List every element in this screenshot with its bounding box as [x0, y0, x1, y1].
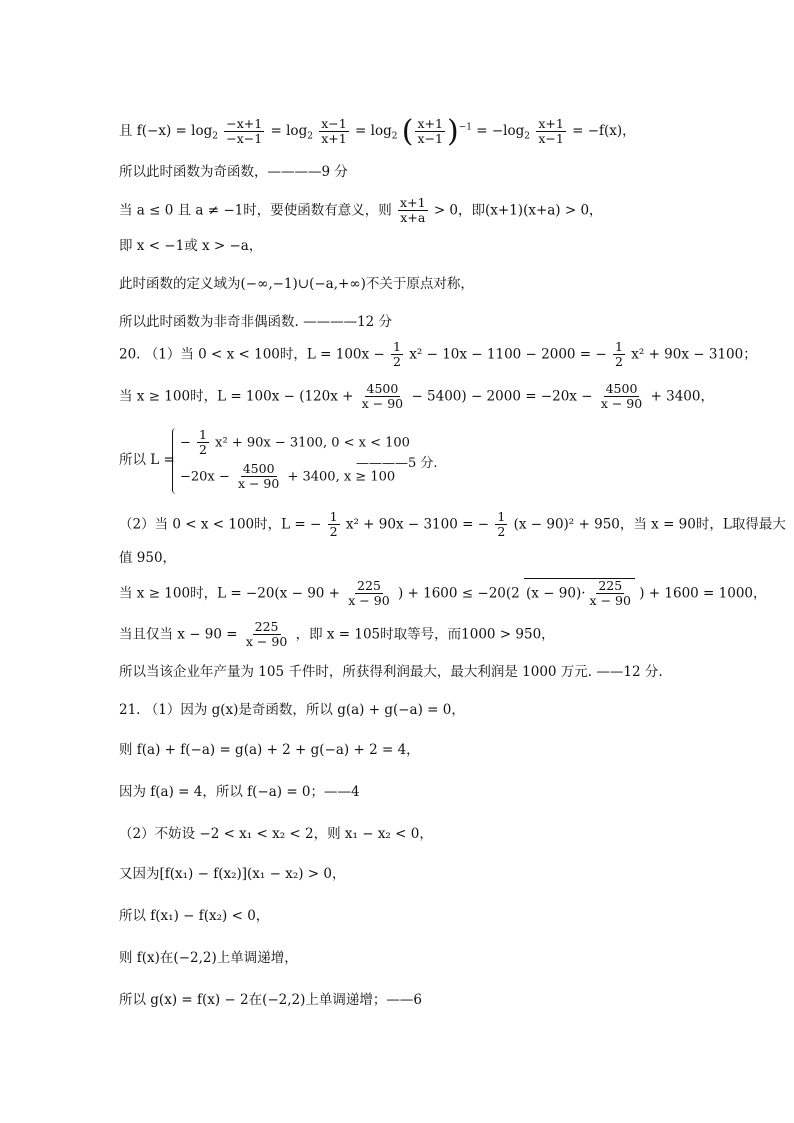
text-line-17: 因为 f(a) = 4，所以 f(−a) = 0；——4 — [119, 784, 360, 800]
text-line-4: 即 x < −1或 x > −a， — [119, 238, 263, 254]
text-line-20: 所以 f(x₁) − f(x₂) < 0， — [119, 908, 270, 924]
text-line-3: 当 a ≤ 0 且 a ≠ −1时，要使函数有意义，则 $\frac{x+1}{x+a}$ > 0，即(x+1)(x+a) > 0， — [119, 195, 603, 226]
text-line-5: 此时函数的定义域为(−∞,−1)∪(−a,+∞)不关于原点对称， — [119, 276, 474, 292]
text-line-2: 所以此时函数为奇函数，————9 分 — [119, 164, 348, 180]
score-note: ————5 分. — [356, 456, 438, 471]
fraction: $\frac{1}{2}$ — [199, 427, 207, 458]
fraction: $\frac{4500}{x - 90}$ — [237, 461, 280, 492]
fraction: $\frac{x+1}{x-1}$ — [417, 115, 443, 146]
square-root: (x − 90)· $\frac{225}{x - 90}$ — [524, 578, 635, 609]
text-line-18: （2）不妨设 −2 < x₁ < x₂ < 2，则 x₁ − x₂ < 0， — [119, 826, 433, 842]
text-line-12: 当 x ≥ 100时，L = −20(x − 90 + $\frac{225}{x - 90}$ ) + 1600 ≤ −20(2 (x − 90)· $\frac{225}{x - 90}$ ) + 1600 = 1000， — [119, 578, 767, 609]
fraction: $\frac{225}{x - 90}$ — [589, 578, 631, 609]
text-line-10: （2）当 0 < x < 100时，L = − $\frac{1}{2}$ x² + 90x − 3100 = − $\frac{1}{2}$ (x − 90)² + 950，当 x = 90时，L取得最大 — [119, 509, 786, 540]
fraction: $\frac{x+1}{x+a}$ — [400, 195, 426, 226]
fraction: $\frac{225}{x - 90}$ — [348, 578, 390, 609]
text-line-7: 20. （1）当 0 < x < 100时，L = 100x − $\frac{1}{2}$ x² − 10x − 1100 − 2000 = − $\frac{1}{2}$ x² + 90x − 3100； — [119, 339, 757, 370]
text-line-22: 所以 g(x) = f(x) − 2在(−2,2)上单调递增；——6 — [119, 992, 423, 1008]
text-line-8: 当 x ≥ 100时，L = 100x − (120x + $\frac{4500}{x - 90}$ − 5400) − 2000 = −20x − $\frac{4500}{x - 90}$ + 3400， — [119, 381, 714, 412]
piecewise-label: 所以 L = — [119, 452, 175, 468]
fraction: $\frac{1}{2}$ — [393, 339, 401, 370]
fraction: $\frac{1}{2}$ — [497, 509, 506, 540]
fraction: $\frac{x+1}{x-1}$ — [538, 115, 564, 146]
piecewise-case-2: −20x − $\frac{4500}{x - 90}$ + 3400, x ≥ 100 — [180, 461, 396, 492]
text-line-16: 则 f(a) + f(−a) = g(a) + 2 + g(−a) + 2 = 4， — [119, 742, 420, 758]
text-line-6: 所以此时函数为非奇非偶函数. ————12 分 — [119, 314, 393, 330]
fraction: $\frac{1}{2}$ — [329, 509, 338, 540]
text-line-19: 又因为[f(x₁) − f(x₂)](x₁ − x₂) > 0， — [119, 866, 346, 882]
fraction: $\frac{1}{2}$ — [615, 339, 623, 370]
equation-line-1: 且 $f(-x) = \log_2$ $\frac{-x+1}{-x-1}$ = $\log_2$ $\frac{x-1}{x+1}$ = $\log_2$ ( $\frac{x+1}{x-1}$ )$^{-1} = -\log_2$ $\frac{x+1}{x-1}$ = −f(x)， — [119, 114, 636, 149]
text-line-15: 21. （1）因为 g(x)是奇函数，所以 g(a) + g(−a) = 0， — [119, 702, 465, 718]
text-line-14: 所以当该企业年产量为 105 千件时，所获得利润最大，最大利润是 1000 万元. ——12 分. — [119, 664, 663, 680]
fraction: $\frac{4500}{x - 90}$ — [361, 381, 404, 412]
text-line-11: 值 950， — [119, 550, 177, 566]
fraction: $\frac{-x+1}{-x-1}$ — [226, 115, 263, 146]
text-line-13: 当且仅当 x − 90 = $\frac{225}{x - 90}$ ，即 x = 105时取等号，而1000 > 950， — [119, 619, 555, 650]
fraction: $\frac{x-1}{x+1}$ — [321, 115, 347, 146]
text-line-21: 则 f(x)在(−2,2)上单调递增， — [119, 950, 298, 966]
fraction: $\frac{4500}{x - 90}$ — [600, 381, 643, 412]
piecewise-case-1: − $\frac{1}{2}$ x² + 90x − 3100, 0 < x < 100 — [180, 427, 410, 458]
fraction: $\frac{225}{x - 90}$ — [245, 619, 288, 650]
